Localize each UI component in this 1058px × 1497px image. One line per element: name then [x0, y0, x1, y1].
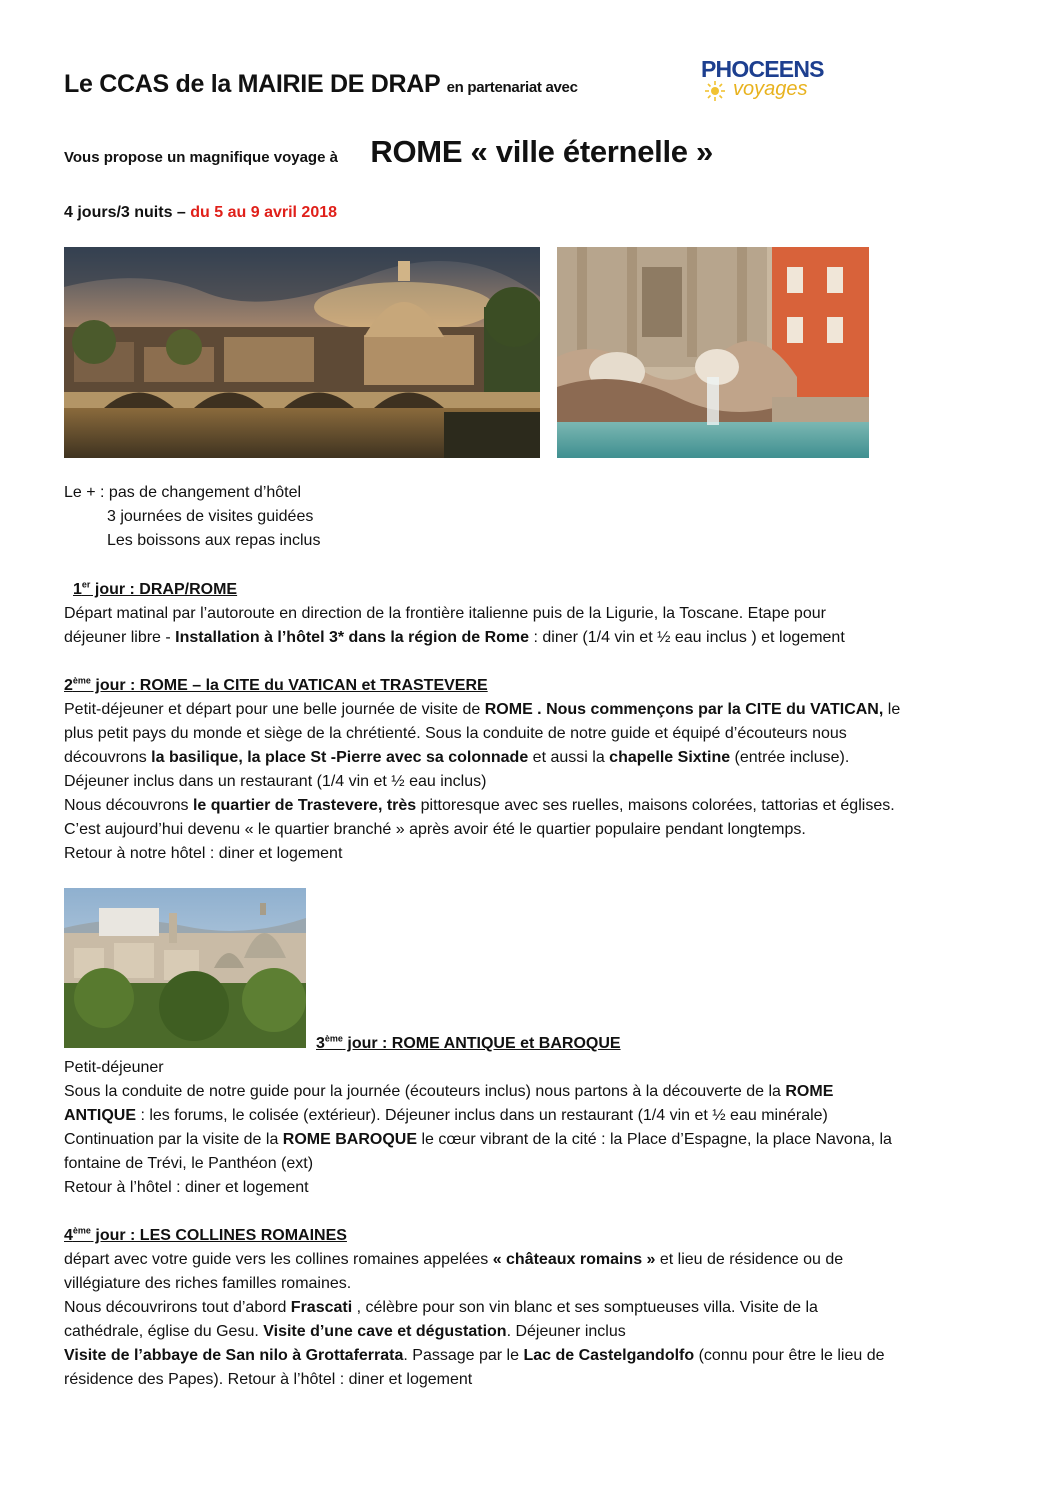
day-2-line-4: Déjeuner inclus dans un restaurant (1/4 vin et ½ eau inclus)	[64, 773, 487, 790]
day-2-line-2: plus petit pays du monde et siège de la chrétienté. Sous la conduite de notre guide et équipé d’écouteurs nous	[64, 725, 847, 742]
plus-line-3: Les boissons aux repas inclus	[107, 532, 321, 549]
title-main: Le CCAS de la MAIRIE DE DRAP	[64, 70, 440, 98]
day-4-line-3: Nous découvrirons tout d’abord Frascati , célèbre pour son vin blanc et ses somptueuses villa. Visite de la	[64, 1299, 818, 1316]
destination-title: ROME « ville éternelle »	[370, 134, 713, 169]
vatican-bridge-photo	[64, 247, 540, 458]
day-3-line-1: Sous la conduite de notre guide pour la journée (écouteurs inclus) nous partons à la découverte de la ROME	[64, 1083, 834, 1100]
day-2-line-5: Nous découvrons le quartier de Trastevere, très pittoresque avec ses ruelles, maisons colorées, tattorias et églises.	[64, 797, 895, 814]
day-1-line-1: Départ matinal par l’autoroute en direction de la frontière italienne puis de la Ligurie, la Toscane. Etape pour	[64, 605, 826, 622]
proposal-line	[64, 134, 713, 170]
proposal-text: Vous propose un magnifique voyage à	[64, 149, 338, 166]
day-2-line-6: C’est aujourd’hui devenu « le quartier branché » après avoir été le quartier populaire pendant longtemps.	[64, 821, 806, 838]
trevi-fountain-photo	[557, 247, 869, 458]
day-3-line-2: ANTIQUE : les forums, le colisée (extérieur). Déjeuner inclus dans un restaurant (1/4 vin et ½ eau minérale)	[64, 1107, 828, 1124]
day-3-section	[64, 1056, 892, 1200]
day-4-line-2: villégiature des riches familles romaines.	[64, 1275, 352, 1292]
day-4-line-5: Visite de l’abbaye de San nilo à Grottaferrata. Passage par le Lac de Castelgandolfo (connu pour être le lieu de	[64, 1347, 885, 1364]
day-2-title: 2ème jour : ROME – la CITE du VATICAN et TRASTEVERE	[64, 675, 488, 694]
trip-date-range: du 5 au 9 avril 2018	[190, 204, 338, 221]
sun-icon	[705, 81, 725, 101]
trip-dates	[64, 204, 337, 222]
day-2-section	[64, 674, 900, 866]
day-4-line-4: cathédrale, église du Gesu. Visite d’une cave et dégustation. Déjeuner inclus	[64, 1323, 626, 1340]
phoceens-voyages-logo	[695, 56, 825, 108]
title-partner: en partenariat avec	[446, 79, 578, 96]
plus-section	[64, 481, 320, 553]
logo-text-phoceens: PHOCEENS	[701, 56, 824, 82]
plus-line-2: 3 journées de visites guidées	[107, 508, 314, 525]
page-title	[64, 70, 578, 99]
day-1-line-2: déjeuner libre - Installation à l’hôtel 3* dans la région de Rome : diner (1/4 vin et ½ eau inclus ) et logement	[64, 629, 845, 646]
day-4-line-6: résidence des Papes). Retour à l’hôtel : diner et logement	[64, 1371, 473, 1388]
day-1-title: 1er jour : DRAP/ROME	[73, 579, 238, 598]
trip-duration: 4 jours/3 nuits –	[64, 204, 191, 221]
plus-line-1: Le + : pas de changement d’hôtel	[64, 484, 302, 501]
day-3-line-5: Retour à l’hôtel : diner et logement	[64, 1179, 309, 1196]
rome-skyline-photo	[64, 888, 306, 1048]
day-2-line-3: découvrons la basilique, la place St -Pierre avec sa colonnade et aussi la chapelle Sixtine (entrée incluse).	[64, 749, 850, 766]
day-2-line-1: Petit-déjeuner et départ pour une belle journée de visite de ROME . Nous commençons par la CITE du VATICAN, le	[64, 701, 901, 718]
day-2-line-7: Retour à notre hôtel : diner et logement	[64, 845, 343, 862]
day-3-line-3: Continuation par la visite de la ROME BAROQUE le cœur vibrant de la cité : la Place d’Espagne, la place Navona, la	[64, 1131, 892, 1148]
day-1-section	[64, 578, 845, 650]
day-3-title: 3ème jour : ROME ANTIQUE et BAROQUE	[316, 1033, 621, 1052]
day-3-line-4: fontaine de Trévi, le Panthéon (ext)	[64, 1155, 314, 1172]
day-4-section	[64, 1224, 885, 1392]
logo-text-voyages: voyages	[733, 78, 808, 100]
day-4-line-1: départ avec votre guide vers les collines romaines appelées « châteaux romains » et lieu de résidence ou de	[64, 1251, 844, 1268]
day-3-line-0: Petit-déjeuner	[64, 1059, 164, 1076]
day-4-title: 4ème jour : LES COLLINES ROMAINES	[64, 1225, 347, 1244]
